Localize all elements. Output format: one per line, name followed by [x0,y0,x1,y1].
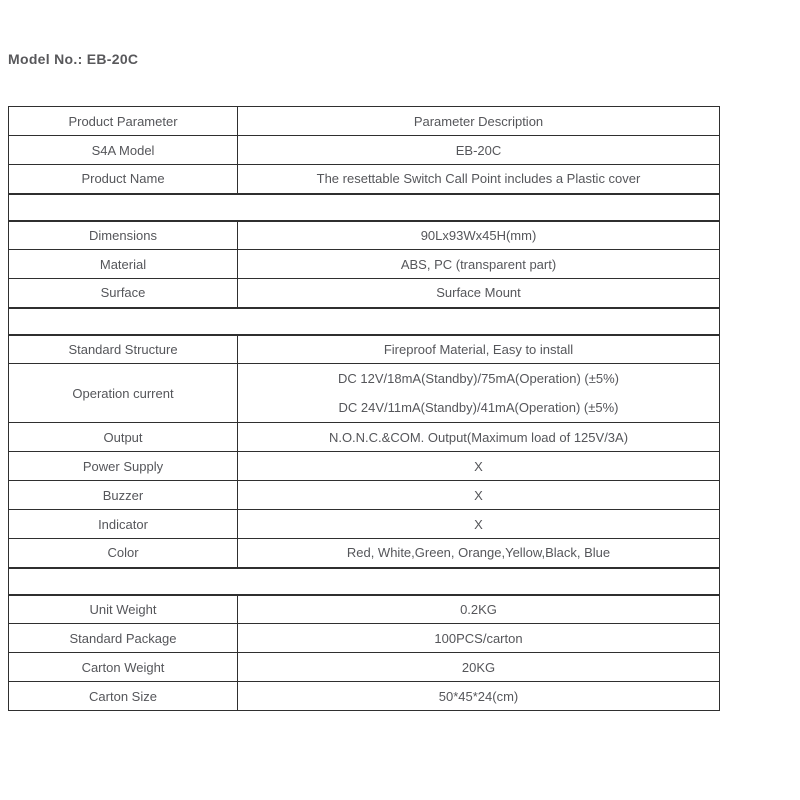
param-header-cell: Product Parameter [9,107,238,136]
param-cell: Standard Package [9,624,238,653]
model-no-label: Model No.: EB-20C [8,51,139,67]
desc-cell: ABS, PC (transparent part) [238,250,720,279]
param-cell: Buzzer [9,481,238,510]
desc-cell: 90Lx93Wx45H(mm) [238,221,720,250]
spacer-row [9,308,720,335]
desc-cell: 100PCS/carton [238,624,720,653]
param-cell: Indicator [9,510,238,539]
desc-cell: 0.2KG [238,595,720,624]
table-row [9,221,720,250]
desc-cell: N.O.N.C.&COM. Output(Maximum load of 125V/3A) [238,423,720,452]
param-cell: Carton Weight [9,653,238,682]
param-cell: Product Name [9,165,238,194]
table-row-operation-current [9,364,720,423]
desc-cell: X [238,452,720,481]
table-row [9,539,720,568]
spacer-cell [9,568,720,595]
spacer-row [9,568,720,595]
desc-cell [238,364,720,423]
param-cell: Unit Weight [9,595,238,624]
table-row [9,452,720,481]
table-row [9,595,720,624]
param-cell: Operation current [9,364,238,423]
desc-cell: The resettable Switch Call Point includes a Plastic cover [238,165,720,194]
desc-cell: X [238,510,720,539]
spacer-cell [9,308,720,335]
table-row [9,250,720,279]
desc-cell: 50*45*24(cm) [238,682,720,711]
param-cell: Output [9,423,238,452]
table-header-row [9,107,720,136]
param-cell: Carton Size [9,682,238,711]
param-cell: Power Supply [9,452,238,481]
desc-cell: 20KG [238,653,720,682]
param-cell: Standard Structure [9,335,238,364]
desc-cell: Fireproof Material, Easy to install [238,335,720,364]
table-row [9,423,720,452]
spacer-cell [9,194,720,221]
param-cell: Color [9,539,238,568]
operation-current-line-1: DC 12V/18mA(Standby)/75mA(Operation) (±5%) [338,371,619,386]
table-row [9,335,720,364]
param-cell: Surface [9,279,238,308]
desc-cell: Red, White,Green, Orange,Yellow,Black, Blue [238,539,720,568]
operation-current-line-2: DC 24V/11mA(Standby)/41mA(Operation) (±5%) [338,400,619,415]
table-row [9,510,720,539]
desc-cell: X [238,481,720,510]
param-cell: Material [9,250,238,279]
spacer-row [9,194,720,221]
spec-table [8,106,720,711]
table-row [9,653,720,682]
param-cell: S4A Model [9,136,238,165]
table-row [9,136,720,165]
desc-header-cell: Parameter Description [238,107,720,136]
desc-cell: Surface Mount [238,279,720,308]
table-row [9,165,720,194]
table-row [9,624,720,653]
param-cell: Dimensions [9,221,238,250]
table-row [9,481,720,510]
table-row [9,682,720,711]
desc-cell: EB-20C [238,136,720,165]
table-row [9,279,720,308]
